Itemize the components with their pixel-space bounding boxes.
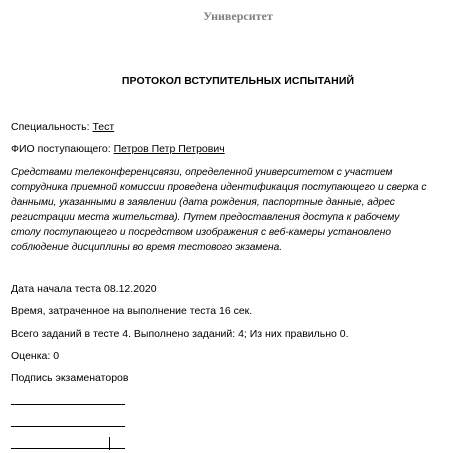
applicant-name: Петров Петр Петрович [113,143,225,155]
signature-label: Подпись экзаменаторов [11,372,129,384]
university-header: Университет [203,9,273,23]
grade: Оценка: 0 [11,350,60,362]
signature-line-2 [11,426,125,427]
applicant-label: ФИО поступающего: [11,143,114,155]
signature-line-1 [11,404,125,405]
specialty-label: Специальность: [11,121,93,133]
applicant-line [11,143,225,155]
protocol-title: ПРОТОКОЛ ВСТУПИТЕЛЬНЫХ ИСПЫТАНИЙ [121,75,355,87]
specialty-value: Тест [92,121,115,133]
test-start-date: Дата начала теста 08.12.2020 [11,283,157,295]
tasks-summary: Всего заданий в тесте 4. Выполнено заданий: 4; Из них правильно 0. [11,328,349,340]
time-spent: Время, затраченное на выполнение теста 16 сек. [11,305,253,317]
text-cursor [109,437,110,450]
specialty-line [11,121,114,133]
signature-line-3 [11,448,125,449]
identification-statement: Средствами телеконференцсвязи, определенной университетом с участием сотрудника приемной комиссии проведена идентификация поступающего и сверка с данными, указанными в заявлении (дата рождения, паспортные данные, адрес регистрации места жительства). Путем предоставления доступа к рабочему столу поступающего и посредством изображения с веб-камеры установлено соблюдение дисциплины во время тестового экзамена. [11,167,427,253]
